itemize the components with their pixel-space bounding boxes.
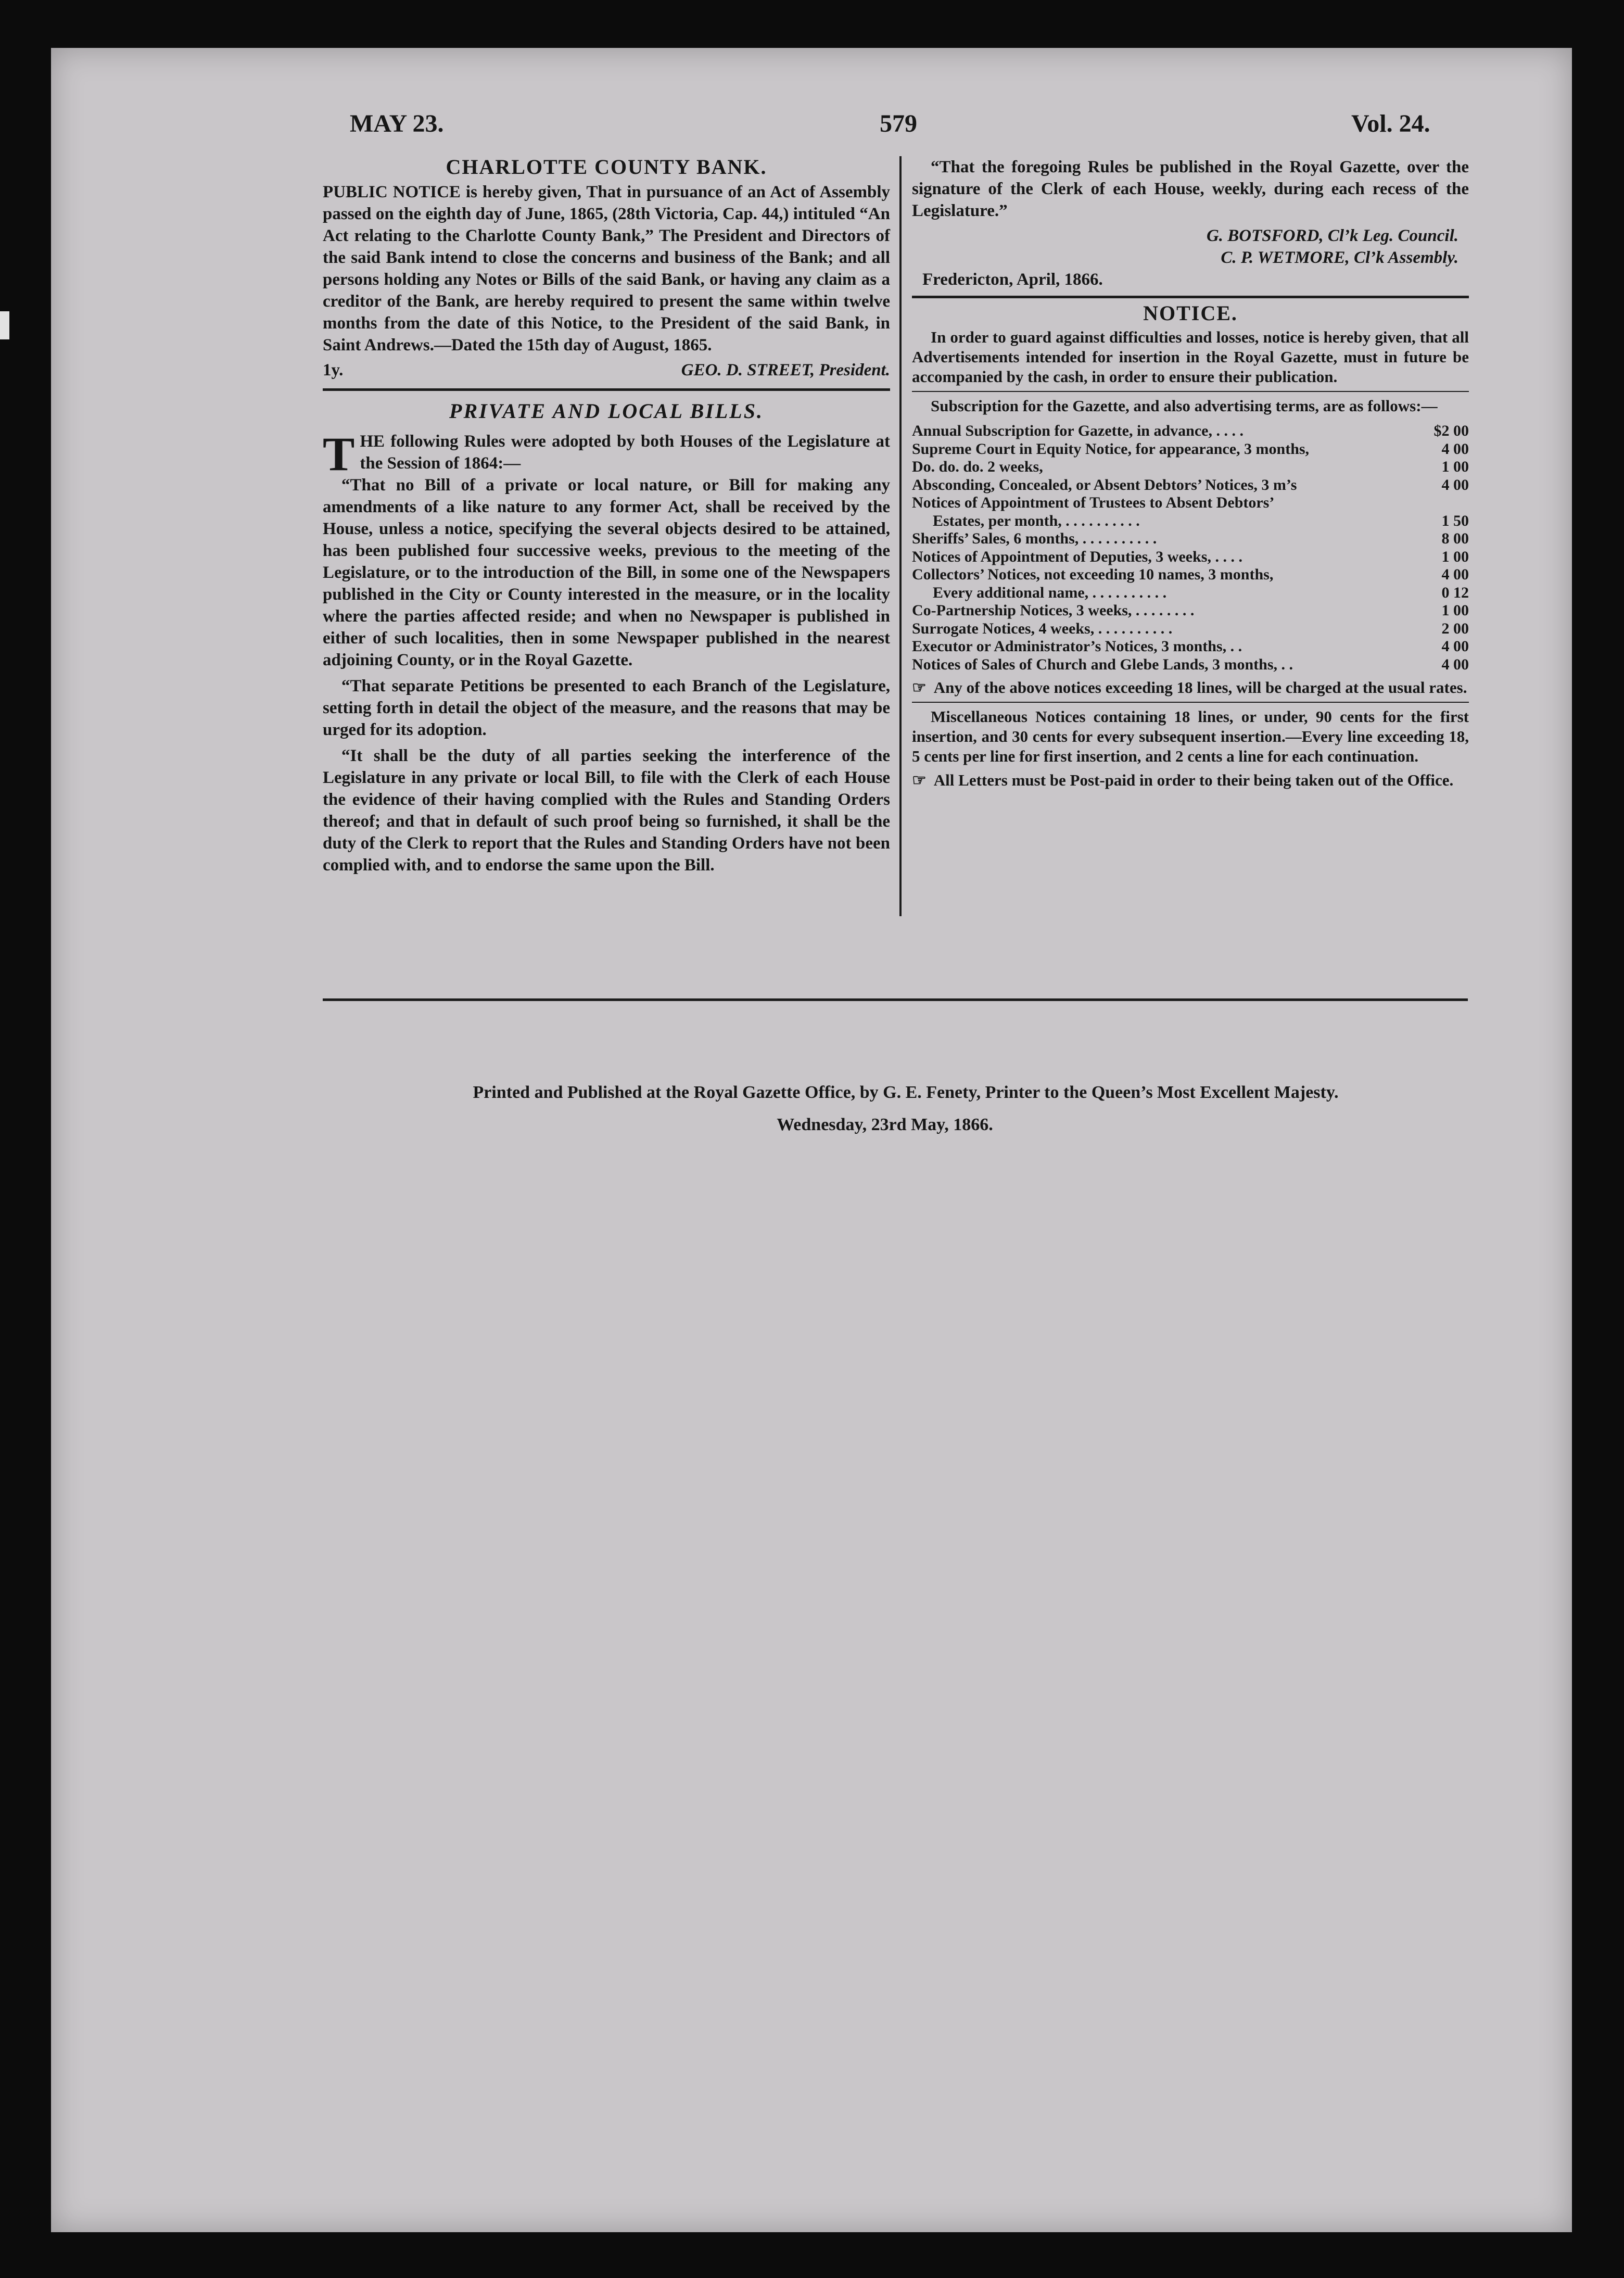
rules-dateline: Fredericton, April, 1866. [922, 270, 1103, 289]
fee-label: Notices of Appointment of Trustees to Absent Debtors’ [912, 494, 1275, 511]
scan-edge-mark [0, 311, 9, 339]
fee-row [912, 548, 1469, 566]
section-rule [323, 388, 890, 391]
notice-para-4: Miscellaneous Notices containing 18 lines, or under, 90 cents for the first insertion, and 30 cents for every subsequent insertion.—Every line exceeding 18, 5 cents per line for first insertion, and 2 cents a line for each continuation. [912, 707, 1469, 765]
fee-row [912, 422, 1469, 440]
fee-label: Absconding, Concealed, or Absent Debtors’ Notices, 3 m’s [912, 476, 1297, 493]
fee-amount: 1 50 [1441, 512, 1469, 529]
fee-table [912, 422, 1469, 674]
fee-label: Executor or Administrator’s Notices, 3 months, . . [912, 638, 1242, 655]
bleed-through-area [677, 927, 1041, 972]
charlotte-bank-signature-row [323, 359, 890, 381]
fee-row [912, 656, 1469, 674]
fee-amount: 4 00 [1441, 440, 1469, 458]
section-rule-thin [912, 702, 1469, 703]
notice-para-2: Subscription for the Gazette, and also advertising terms, are as follows:— [931, 397, 1438, 415]
charlotte-bank-title: CHARLOTTE COUNTY BANK. [446, 155, 767, 179]
rules-signature-wetmore: C. P. WETMORE, Cl’k Assembly. [1221, 248, 1458, 267]
private-bills-rule-1: “That no Bill of a private or local nature, or Bill for making any amendments of a like nature to any former Act, shall be received by the House, unless a notice, specifying the several objects desired to be attained, has been published four successive weeks, previous to the meeting of the Legislature, or to the introduction of the Bill, in some one of the Newspapers published in the City or County interested in the measure, or in the locality where the parties affected reside; and when no Newspaper is published in either of such localities, then in some Newspaper published in the nearest adjoining County, or in the Royal Gazette. [323, 476, 890, 669]
fee-amount: 1 00 [1441, 458, 1469, 475]
fee-amount: 4 00 [1441, 566, 1469, 583]
fee-row [912, 620, 1469, 638]
fee-amount: 8 00 [1441, 530, 1469, 547]
notice-title: NOTICE. [1143, 301, 1238, 325]
private-bills-intro: THE following Rules were adopted by both Houses of the Legislature at the Session of 1864:— [323, 427, 890, 480]
fee-row [912, 476, 1469, 495]
imprint-line: Printed and Published at the Royal Gazette Office, by G. E. Fenety, Printer to the Queen’s Most Excellent Majesty. [473, 1083, 1339, 1102]
rules-publication-text: “That the foregoing Rules be published in the Royal Gazette, over the signature of the Clerk of each House, weekly, during each recess of the Legislature.” [912, 158, 1469, 220]
fee-row [912, 638, 1469, 656]
charlotte-bank-body: PUBLIC NOTICE is hereby given, That in pursuance of an Act of Assembly passed on the eighth day of June, 1865, (28th Victoria, Cap. 44,) intituled “An Act relating to the Charlotte County Bank,” The President and Directors of the said Bank intend to close the concerns and business of the Bank; and all persons holding any Notes or Bills of the said Bank, or having any claim as a creditor of the Bank, are hereby required to present the same within twelve months from the date of this Notice, to the President of the said Bank, in Saint Andrews.—Dated the 15th day of August, 1865. [323, 183, 890, 355]
left-column [323, 156, 890, 876]
notice-para-5: ☞ All Letters must be Post-paid in order to their being taken out of the Office. [912, 771, 1454, 789]
fee-row [912, 584, 1469, 602]
private-bills-rule-2: “That separate Petitions be presented to each Branch of the Legislature, setting forth in detail the object of the measure, and the reasons that may be urged for its adoption. [323, 677, 890, 739]
fee-label: Notices of Sales of Church and Glebe Lands, 3 months, . . [912, 655, 1293, 673]
charlotte-bank-signature: GEO. D. STREET, President. [681, 361, 890, 379]
rules-signature-botsford: G. BOTSFORD, Cl’k Leg. Council. [1206, 226, 1458, 245]
fee-row [912, 602, 1469, 620]
notice-para-3: ☞ Any of the above notices exceeding 18 lines, will be charged at the usual rates. [912, 678, 1467, 697]
fee-amount: 1 00 [1441, 548, 1469, 565]
section-rule-thin [912, 391, 1469, 392]
charlotte-bank-term: 1y. [323, 361, 344, 379]
fee-label: Supreme Court in Equity Notice, for appearance, 3 months, [912, 440, 1310, 458]
column-divider [899, 156, 902, 916]
header-volume: Vol. 24. [1351, 110, 1430, 137]
imprint-date: Wednesday, 23rd May, 1866. [777, 1115, 993, 1134]
fee-label: Collectors’ Notices, not exceeding 10 names, 3 months, [912, 566, 1274, 583]
imprint-rule [323, 998, 1468, 1001]
fee-amount: 2 00 [1441, 619, 1469, 637]
fee-amount: 4 00 [1441, 638, 1469, 655]
fee-label: Surrogate Notices, 4 weeks, . . . . . . . . . . [912, 619, 1173, 637]
right-column [912, 156, 1469, 790]
private-bills-title: PRIVATE AND LOCAL BILLS. [449, 399, 764, 423]
fee-row [912, 458, 1469, 476]
section-rule [912, 296, 1469, 298]
fee-row [912, 512, 1469, 530]
private-bills-dropcap: T [323, 427, 355, 480]
fee-label: Do. do. do. 2 weeks, [912, 458, 1043, 475]
pointing-hand-icon: ☞ [912, 771, 927, 789]
fee-amount: 1 00 [1441, 602, 1469, 619]
fee-amount: 0 12 [1441, 584, 1469, 601]
fee-row [912, 494, 1469, 512]
header-page-number: 579 [880, 110, 917, 137]
fee-amount: 4 00 [1441, 476, 1469, 493]
fee-row [912, 530, 1469, 548]
fee-label: Every additional name, . . . . . . . . . . [933, 584, 1167, 601]
fee-amount: $2 00 [1433, 422, 1469, 439]
fee-row [912, 440, 1469, 459]
private-bills-rule-3: “It shall be the duty of all parties seeking the interference of the Legislature in any private or local Bill, to file with the Clerk of each House the evidence of their having complied with the Rules and Standing Orders thereof; and that in default of such proof being so furnished, it shall be the duty of the Clerk to report that the Rules and Standing Orders have not been complied with, and to endorse the same upon the Bill. [323, 746, 890, 875]
pointing-hand-icon: ☞ [912, 678, 927, 697]
fee-row [912, 566, 1469, 584]
fee-label: Co-Partnership Notices, 3 weeks, . . . . . . . . [912, 602, 1195, 619]
fee-label: Estates, per month, . . . . . . . . . . [933, 512, 1140, 529]
header-date: MAY 23. [350, 110, 444, 137]
fee-label: Sheriffs’ Sales, 6 months, . . . . . . . . . . [912, 530, 1157, 547]
fee-amount: 4 00 [1441, 655, 1469, 673]
fee-label: Annual Subscription for Gazette, in advance, . . . . [912, 422, 1244, 439]
notice-para-1: In order to guard against difficulties and losses, notice is hereby given, that all Advertisements intended for insertion in the Royal Gazette, must in future be accompanied by the cash, in order to ensure their publication. [912, 328, 1469, 386]
fee-label: Notices of Appointment of Deputies, 3 weeks, . . . . [912, 548, 1242, 565]
